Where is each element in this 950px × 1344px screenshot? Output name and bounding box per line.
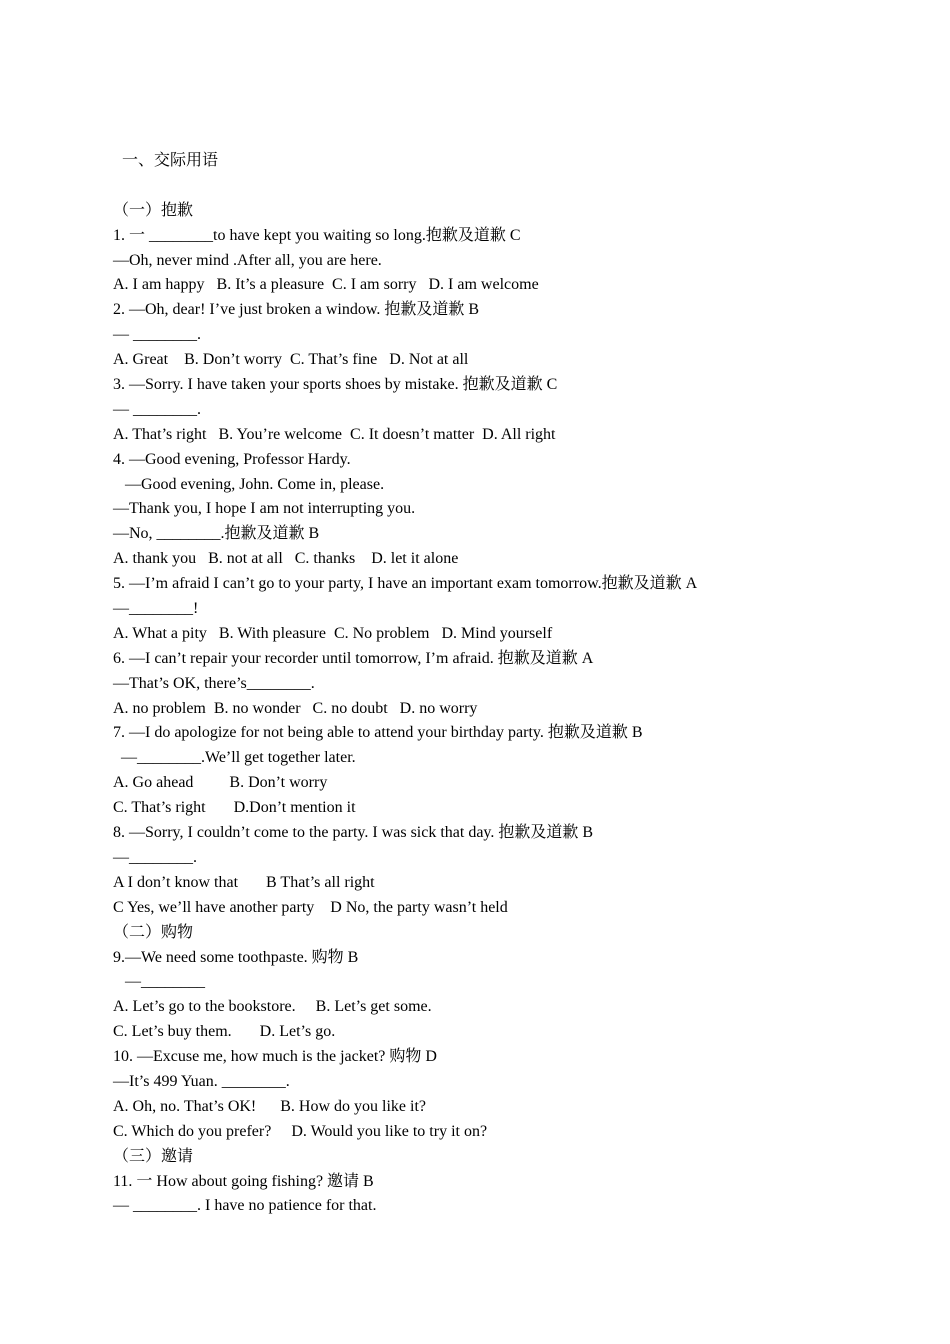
- question-9-options-ab: A. Let’s go to the bookstore. B. Let’s get some.: [113, 998, 432, 1016]
- question-3-blank: — ________.: [113, 400, 201, 418]
- question-10-options-cd: C. Which do you prefer? D. Would you like to try it on?: [113, 1122, 488, 1140]
- question-1: 1. 一 ________to have kept you waiting so long.抱歉及道歉 C: [113, 226, 521, 244]
- section-heading: 一、交际用语: [118, 152, 219, 169]
- question-10: 10. —Excuse me, how much is the jacket? 购物 D: [113, 1048, 437, 1066]
- question-2: 2. —Oh, dear! I’ve just broken a window. 抱歉及道歉 B: [113, 301, 480, 319]
- question-6-options: A. no problem B. no wonder C. no doubt D. no worry: [113, 699, 478, 717]
- question-8-options-cd: C Yes, we’ll have another party D No, the party wasn’t held: [113, 898, 508, 916]
- question-1-response: —Oh, never mind .After all, you are here.: [113, 251, 382, 269]
- blank-line: [113, 174, 893, 199]
- question-6-response: —That’s OK, there’s________.: [113, 674, 315, 692]
- subsection-heading-shopping: （二）购物: [113, 923, 194, 941]
- question-7-response: —________.We’ll get together later.: [113, 749, 356, 767]
- question-4-line-3: —Thank you, I hope I am not interrupting you.: [113, 500, 416, 518]
- question-7-options-cd: C. That’s right D.Don’t mention it: [113, 799, 356, 817]
- question-9-blank: —________: [113, 973, 205, 991]
- question-10-response: —It’s 499 Yuan. ________.: [113, 1072, 290, 1090]
- question-2-blank: — ________.: [113, 326, 201, 344]
- question-9: 9.—We need some toothpaste. 购物 B: [113, 948, 359, 966]
- question-8-blank: —________.: [113, 848, 197, 866]
- question-10-options-ab: A. Oh, no. That’s OK! B. How do you like it?: [113, 1097, 427, 1115]
- subsection-heading-invitation: （三）邀请: [113, 1147, 194, 1165]
- question-6: 6. —I can’t repair your recorder until tomorrow, I’m afraid. 抱歉及道歉 A: [113, 649, 594, 667]
- question-11-response: — ________. I have no patience for that.: [113, 1197, 377, 1215]
- question-4-line-4: —No, ________.抱歉及道歉 B: [113, 525, 320, 543]
- question-4: 4. —Good evening, Professor Hardy.: [113, 450, 351, 468]
- question-5-options: A. What a pity B. With pleasure C. No problem D. Mind yourself: [113, 624, 553, 642]
- question-4-options: A. thank you B. not at all C. thanks D. let it alone: [113, 550, 459, 568]
- question-1-options: A. I am happy B. It’s a pleasure C. I am sorry D. I am welcome: [113, 276, 539, 294]
- question-5: 5. —I’m afraid I can’t go to your party, I have an important exam tomorrow.抱歉及道歉 A: [113, 575, 698, 593]
- question-3: 3. —Sorry. I have taken your sports shoes by mistake. 抱歉及道歉 C: [113, 376, 558, 394]
- question-11: 11. 一 How about going fishing? 邀请 B: [113, 1172, 374, 1190]
- question-8: 8. —Sorry, I couldn’t come to the party. I was sick that day. 抱歉及道歉 B: [113, 824, 594, 842]
- document-body: [113, 149, 893, 1219]
- subsection-heading-apology: （一）抱歉: [113, 201, 194, 219]
- question-4-line-2: —Good evening, John. Come in, please.: [113, 475, 385, 493]
- question-2-options: A. Great B. Don’t worry C. That’s fine D. Not at all: [113, 351, 469, 369]
- question-5-blank: —________!: [113, 600, 199, 618]
- question-7: 7. —I do apologize for not being able to attend your birthday party. 抱歉及道歉 B: [113, 724, 643, 742]
- question-7-options-ab: A. Go ahead B. Don’t worry: [113, 774, 328, 792]
- question-9-options-cd: C. Let’s buy them. D. Let’s go.: [113, 1023, 336, 1041]
- question-8-options-ab: A I don’t know that B That’s all right: [113, 873, 375, 891]
- question-3-options: A. That’s right B. You’re welcome C. It doesn’t matter D. All right: [113, 425, 556, 443]
